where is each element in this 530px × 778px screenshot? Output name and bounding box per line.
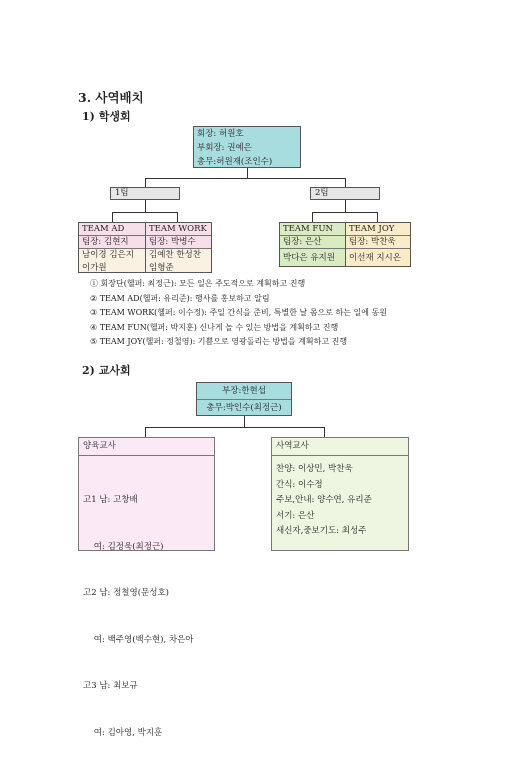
ministry-teachers-title: 사역교사 bbox=[272, 438, 408, 456]
description-item: ⑤ TEAM JOY(헬퍼: 정철영): 기쁨으로 영광돌리는 방법을 계획하고 진행 bbox=[90, 337, 348, 346]
connector bbox=[377, 212, 378, 222]
connector bbox=[345, 178, 346, 187]
team-joy-box bbox=[345, 222, 411, 267]
list-item: 고3 남: 최보규 bbox=[83, 681, 138, 691]
team-fun-box bbox=[279, 222, 345, 267]
team-work-box bbox=[145, 222, 212, 273]
list-item: 여: 백주영(백수현), 차은아 bbox=[83, 634, 194, 645]
president-line: 회장: 허원호 bbox=[197, 129, 244, 139]
connector bbox=[145, 200, 146, 212]
team-ad-box bbox=[78, 222, 145, 273]
list-item: 서기: 은산 bbox=[276, 510, 315, 521]
teacher-leadership-box bbox=[196, 382, 292, 416]
team2-bar bbox=[310, 187, 380, 200]
connector bbox=[145, 427, 146, 437]
connector bbox=[247, 168, 248, 178]
team-joy-leader: 팀장: 박찬욱 bbox=[346, 236, 410, 249]
teacher-treasurer-line: 총무:박인수(최정근) bbox=[206, 403, 282, 413]
connector bbox=[324, 427, 325, 437]
team-ad-members-line1: 남이경 김은지 bbox=[82, 250, 134, 260]
role-descriptions bbox=[90, 277, 387, 350]
connector bbox=[112, 212, 178, 213]
connector bbox=[145, 178, 146, 187]
team-ad-members-line2: 이가원 bbox=[82, 263, 107, 273]
connector bbox=[312, 212, 378, 213]
ministry-teachers-panel bbox=[271, 437, 409, 551]
nurture-teachers-panel bbox=[78, 437, 215, 738]
list-item: 고2 남: 정철영(문성호) bbox=[83, 588, 169, 598]
connector bbox=[312, 212, 313, 222]
vice-president-line: 부회장: 권예은 bbox=[197, 143, 252, 153]
student-leadership-box bbox=[193, 126, 301, 168]
list-item: 여: 김정욱(최정근) bbox=[83, 541, 164, 552]
list-item: 여: 김아영, 박지훈 bbox=[83, 727, 163, 738]
teacher-head-line: 부장:한현섭 bbox=[197, 383, 291, 400]
description-item: ④ TEAM FUN(헬퍼: 박지훈) 신나게 놀 수 있는 방법을 계획하고 진행 bbox=[90, 322, 339, 332]
team-ad-leader: 팀장: 김현지 bbox=[79, 236, 145, 249]
treasurer-line: 총무:허원재(조인수) bbox=[197, 157, 273, 167]
team-fun-members: 박다은 유지원 bbox=[283, 253, 335, 263]
team-work-name: TEAM WORK bbox=[146, 223, 211, 236]
team-work-leader: 팀장: 박병수 bbox=[146, 236, 211, 249]
team-fun-name: TEAM FUN bbox=[280, 223, 345, 236]
team-ad-name: TEAM AD bbox=[79, 223, 145, 236]
connector bbox=[244, 416, 245, 427]
list-item: 새신자,중보기도: 최성주 bbox=[276, 526, 367, 536]
list-item: 찬양: 이상민, 박찬욱 bbox=[276, 464, 353, 474]
connector bbox=[345, 200, 346, 212]
team-work-members-line1: 김예찬 한성찬 bbox=[149, 250, 201, 260]
nurture-teachers-list bbox=[79, 456, 214, 778]
team-fun-leader: 팀장: 은산 bbox=[280, 236, 345, 249]
list-item: 간식: 이수정 bbox=[276, 479, 323, 490]
description-item: ① 회장단(헬퍼: 최정근): 모든 일은 주도적으로 계획하고 진행 bbox=[90, 279, 306, 288]
connector bbox=[145, 427, 325, 428]
ministry-teachers-list bbox=[272, 456, 408, 546]
team2-label: 2팀 bbox=[315, 188, 329, 198]
section-title: 3. 사역배치 bbox=[78, 90, 144, 105]
list-item: 주보,안내: 양수연, 유리준 bbox=[276, 495, 372, 505]
list-item: 고1 남: 고창배 bbox=[83, 495, 138, 505]
team-joy-name: TEAM JOY bbox=[346, 223, 410, 236]
description-item: ② TEAM AD(헬퍼: 유리준): 행사를 홍보하고 알림 bbox=[90, 293, 270, 303]
team1-label: 1팀 bbox=[115, 188, 129, 198]
teacher-council-heading: 2) 교사회 bbox=[82, 364, 131, 377]
nurture-teachers-title: 양육교사 bbox=[79, 438, 214, 456]
connector bbox=[177, 212, 178, 222]
team1-bar bbox=[110, 187, 180, 200]
team-ad-members bbox=[79, 249, 145, 275]
team-work-members-line2: 임형준 bbox=[149, 263, 174, 273]
team-work-members bbox=[146, 249, 211, 275]
connector bbox=[145, 178, 346, 179]
team-joy-members: 이선재 지시온 bbox=[349, 253, 401, 263]
description-item: ③ TEAM WORK(헬퍼: 이수정): 주일 간식을 준비, 특별한 날 몸으로 하는 일에 동원 bbox=[90, 308, 387, 317]
connector bbox=[112, 212, 113, 222]
student-council-heading: 1) 학생회 bbox=[82, 110, 131, 123]
